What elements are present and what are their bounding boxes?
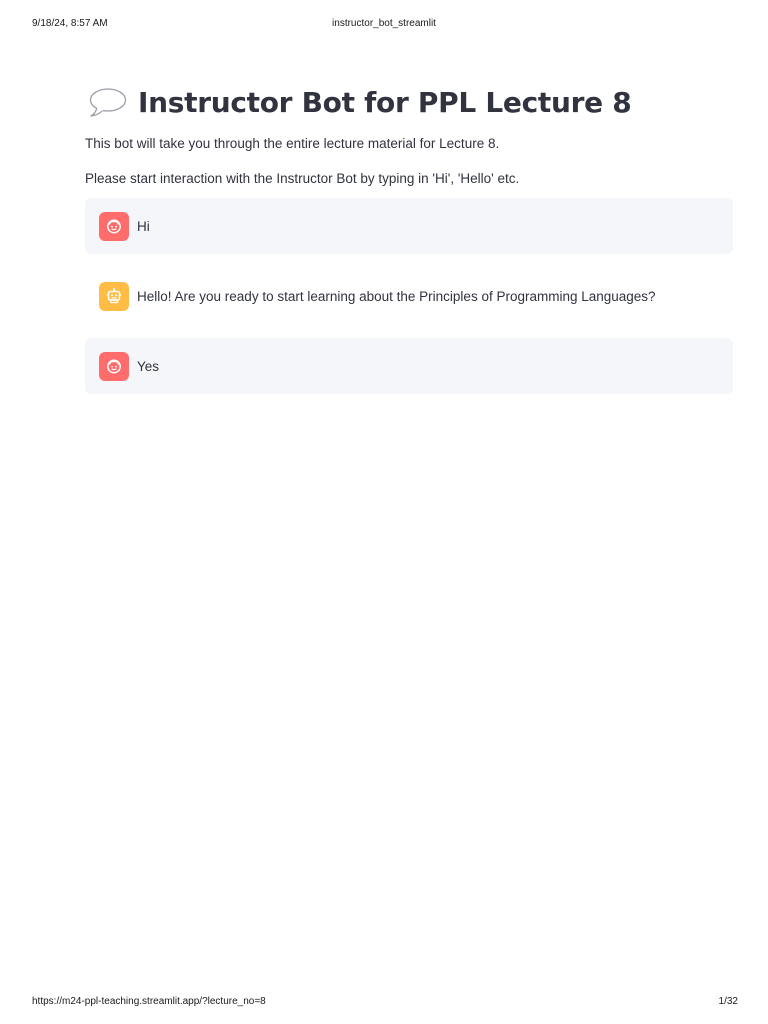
intro-text: This bot will take you through the entire lecture material for Lecture 8. xyxy=(85,136,500,151)
page-title: Instructor Bot for PPL Lecture 8 xyxy=(138,85,632,119)
title-row xyxy=(85,78,733,126)
assistant-avatar xyxy=(99,282,129,311)
page-url: https://m24-ppl-teaching.streamlit.app/?lecture_no=8 xyxy=(32,996,266,1007)
page-number: 1/32 xyxy=(718,996,738,1007)
message-text: Hello! Are you ready to start learning about the Principles of Programming Languages? xyxy=(137,288,656,304)
user-face-icon xyxy=(105,357,123,375)
chat-history xyxy=(85,198,733,394)
message-text: Hi xyxy=(137,218,150,234)
main-content xyxy=(85,78,733,408)
chat-message-user xyxy=(85,198,733,254)
speech-balloon-icon xyxy=(88,86,128,118)
user-face-icon xyxy=(105,217,123,235)
print-datetime: 9/18/24, 8:57 AM xyxy=(32,18,108,29)
intro-instruction: Please start interaction with the Instructor Bot by typing in 'Hi', 'Hello' etc. xyxy=(85,171,520,186)
user-avatar xyxy=(99,352,129,381)
robot-icon xyxy=(105,287,123,305)
chat-message-assistant xyxy=(85,268,733,324)
chat-message-user xyxy=(85,338,733,394)
message-text: Yes xyxy=(137,358,160,374)
user-avatar xyxy=(99,212,129,241)
print-doc-title: instructor_bot_streamlit xyxy=(332,18,436,29)
print-header xyxy=(0,18,768,32)
print-footer xyxy=(0,996,768,1010)
